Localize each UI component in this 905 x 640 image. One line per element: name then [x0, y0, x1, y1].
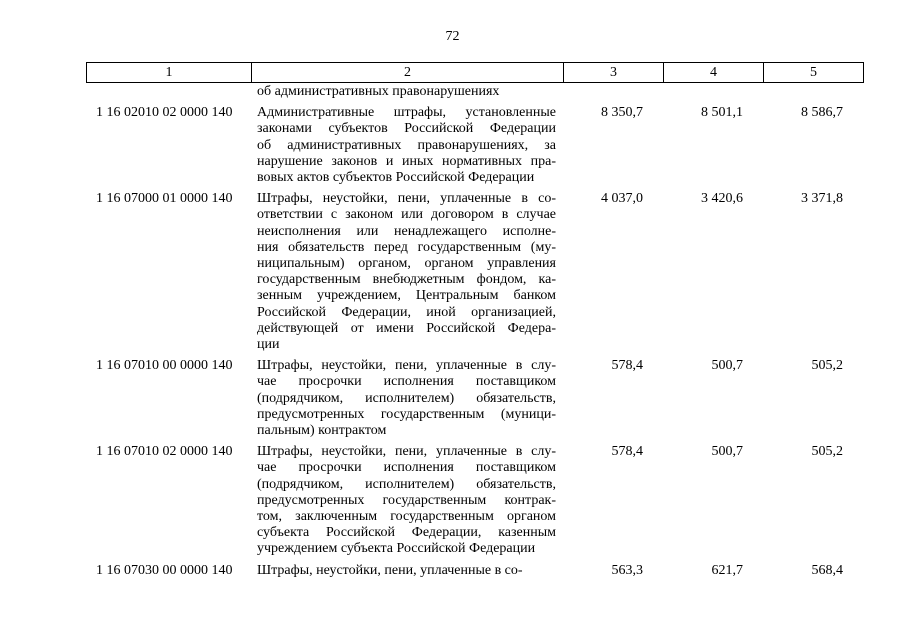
- row-value-col-3: 563,3: [611, 562, 643, 578]
- row-code: 1 16 07010 02 0000 140: [96, 444, 233, 460]
- description-line: действующей от имени Российской Федера-: [257, 320, 556, 336]
- table-row: [86, 105, 864, 186]
- description-line: Российской Федерации, иной организацией,: [257, 304, 556, 320]
- row-description: [251, 444, 556, 557]
- row-value-col-4: 3 420,6: [701, 191, 743, 207]
- row-value-col-3: 578,4: [611, 444, 643, 460]
- description-line: чае просрочки исполнения поставщиком: [257, 374, 556, 390]
- table-row: [86, 444, 864, 557]
- row-value-col-4: 500,7: [711, 358, 743, 374]
- row-code: 1 16 07000 01 0000 140: [96, 191, 233, 207]
- row-description: [251, 358, 556, 439]
- description-line: неисполнения или ненадлежащего исполне-: [257, 223, 556, 239]
- description-line: том, заключенным государственным органом: [257, 509, 556, 525]
- description-line: об административных правонарушениях: [257, 84, 500, 99]
- description-line: учреждением субъекта Российской Федерации: [257, 541, 536, 557]
- row-description: [251, 84, 556, 100]
- description-line: предусмотренных государственным (муници-: [257, 406, 556, 422]
- row-value-col-3: 578,4: [611, 358, 643, 374]
- row-code: 1 16 02010 02 0000 140: [96, 105, 233, 121]
- row-value-col-4: 500,7: [711, 444, 743, 460]
- header-col-2: 2: [252, 63, 564, 82]
- description-line: нарушение законов и иных нормативных пра-: [257, 153, 556, 169]
- description-line: (подрядчиком, исполнителем) обязательств,: [257, 476, 556, 492]
- row-value-col-5: 568,4: [811, 562, 843, 578]
- description-line: государственным внебюджетным фондом, ка-: [257, 272, 556, 288]
- table-body: [86, 84, 864, 579]
- row-value-col-5: 3 371,8: [801, 191, 843, 207]
- description-line: ции: [257, 337, 280, 353]
- row-value-col-5: 8 586,7: [801, 105, 843, 121]
- table-row: [86, 358, 864, 439]
- description-line: ния обязательств перед государственным (му-: [257, 239, 556, 255]
- row-description: [251, 563, 556, 579]
- row-value-col-3: 4 037,0: [601, 191, 643, 207]
- header-col-5: 5: [810, 65, 817, 80]
- description-line: (подрядчиком, исполнителем) обязательств,: [257, 390, 556, 406]
- row-value-col-3: 8 350,7: [601, 105, 643, 121]
- row-description: [251, 191, 556, 353]
- row-value-col-5: 505,2: [811, 358, 843, 374]
- header-col-4: 4: [664, 63, 764, 82]
- description-line: ниципальным) органом, органом управления: [257, 256, 556, 272]
- description-line: Штрафы, неустойки, пени, уплаченные в со-: [257, 191, 556, 207]
- description-line: ответствии с законом или договором в случае: [257, 207, 556, 223]
- header-col-1: 1: [87, 63, 252, 82]
- page-number: 72: [445, 29, 460, 44]
- row-value-col-5: 505,2: [811, 444, 843, 460]
- description-line: чае просрочки исполнения поставщиком: [257, 460, 556, 476]
- description-line: субъекта Российской Федерации, казенным: [257, 525, 556, 541]
- table-row: [86, 563, 864, 579]
- description-line: пальным) контрактом: [257, 423, 387, 439]
- row-description: [251, 105, 556, 186]
- description-line: об административных правонарушениях, за: [257, 137, 556, 153]
- description-line: Штрафы, неустойки, пени, уплаченные в слу-: [257, 358, 556, 374]
- description-line: Административные штрафы, установленные: [257, 105, 556, 121]
- description-line: зенным учреждением, Центральным банком: [257, 288, 556, 304]
- header-col-3: 3: [564, 63, 664, 82]
- description-line: вовых актов субъектов Российской Федерации: [257, 170, 535, 186]
- description-line: предусмотренных государственным контрак-: [257, 492, 556, 508]
- table-row: [86, 191, 864, 353]
- row-code: 1 16 07010 00 0000 140: [96, 358, 233, 374]
- description-line: Штрафы, неустойки, пени, уплаченные в слу-: [257, 444, 556, 460]
- table-header-row: [86, 62, 864, 83]
- row-value-col-4: 8 501,1: [701, 105, 743, 121]
- description-line: Штрафы, неустойки, пени, уплаченные в со-: [257, 562, 523, 578]
- description-line: законами субъектов Российской Федерации: [257, 121, 556, 137]
- row-value-col-4: 621,7: [711, 562, 743, 578]
- continuation-row: [86, 84, 864, 100]
- row-code: 1 16 07030 00 0000 140: [96, 562, 233, 578]
- row-code: [86, 84, 251, 100]
